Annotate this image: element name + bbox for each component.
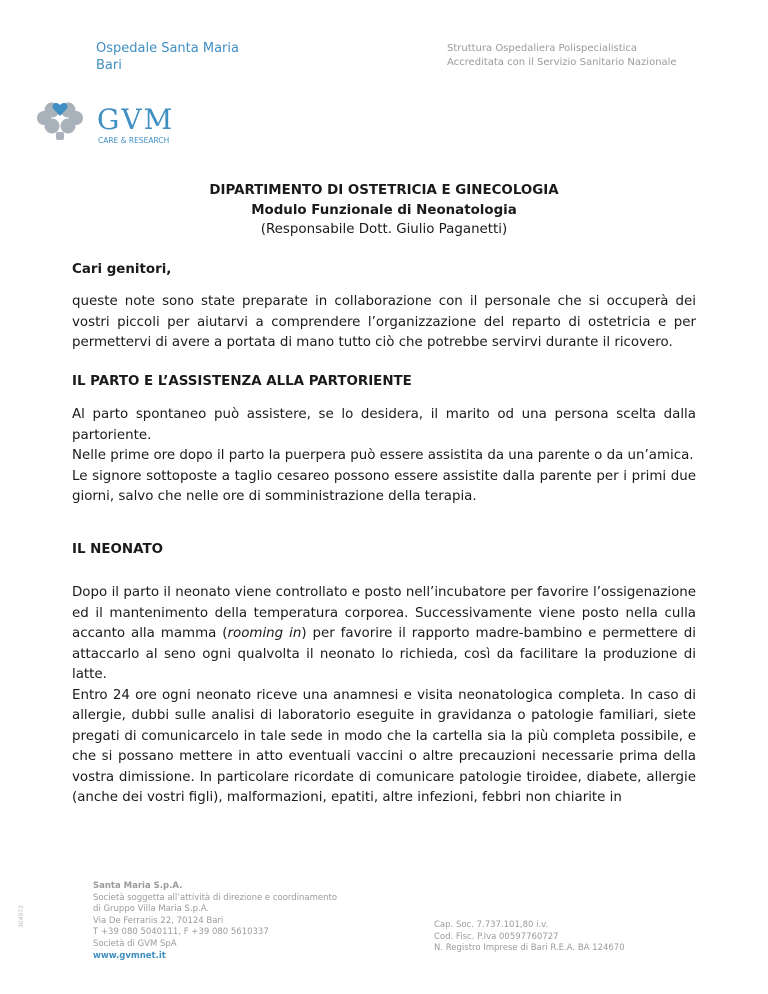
section2-p1-before: Dopo il parto il neonato viene controllato e posto nell’incubatore per favorire l’ossigenazione ed il mantenimento della temperatura corporea. Successivamente viene posto nella culla accanto alla mamma ( xyxy=(72,585,696,641)
document-code: 304972 xyxy=(18,905,25,928)
structure-line1: Struttura Ospedaliera Polispecialistica xyxy=(447,43,638,54)
footer-website-link[interactable]: www.gvmnet.it xyxy=(93,950,166,961)
document-heading xyxy=(0,181,768,240)
footer-company-info xyxy=(93,881,337,962)
section2-paragraph1 xyxy=(72,583,696,686)
module-title: Modulo Funzionale di Neonatologia xyxy=(251,202,517,218)
section2-p1-after: ) per favorire il rapporto madre-bambino e permettere di attaccarlo al seno ogni qualvolta il neonato lo richieda, così da facilitare la produzione di latte. xyxy=(72,626,696,682)
logo-tagline: CARE & RESEARCH xyxy=(98,136,170,145)
footer-company: Santa Maria S.p.A. xyxy=(93,881,183,891)
footer-legal-info xyxy=(434,920,625,955)
responsible-line: (Responsabile Dott. Giulio Paganetti) xyxy=(260,222,508,237)
section1-paragraph3: Le signore sottoposte a taglio cesareo possono essere assistite dalla parente per i primi due giorni, salvo che nelle ore di somministrazione della terapia. xyxy=(72,468,696,504)
section2-title: IL NEONATO xyxy=(72,542,163,557)
section1-title: IL PARTO E L’ASSISTENZA ALLA PARTORIENTE xyxy=(72,374,412,389)
structure-line2: Accreditata con il Servizio Sanitario Nazionale xyxy=(447,57,677,68)
department-title: DIPARTIMENTO DI OSTETRICIA E GINECOLOGIA xyxy=(209,183,559,198)
footer-capital: Cap. Soc. 7.737.101,80 i.v. xyxy=(434,920,549,930)
greeting: Cari genitori, xyxy=(72,262,172,277)
hospital-name-line1: Ospedale Santa Maria xyxy=(96,41,239,56)
section2-body xyxy=(72,583,696,809)
structure-info xyxy=(447,42,677,70)
heart-clover-icon xyxy=(37,103,83,141)
footer-line4: T +39 080 5040111, F +39 080 5610337 xyxy=(93,927,269,938)
hospital-name-line2: Bari xyxy=(96,58,122,73)
logo-wordmark: GVM xyxy=(97,103,175,136)
footer-registry: N. Registro Imprese di Bari R.E.A. BA 124670 xyxy=(434,943,625,954)
section1-paragraph2: Nelle prime ore dopo il parto la puerpera può essere assistita da una parente o da un’amica. xyxy=(72,448,694,463)
hospital-name xyxy=(96,40,239,74)
footer-fiscal-code: Cod. Fisc. P.Iva 00597760727 xyxy=(434,931,559,942)
section1-paragraph1: Al parto spontaneo può assistere, se lo desidera, il marito od una persona scelta dalla partoriente. xyxy=(72,407,696,443)
intro-paragraph: queste note sono state preparate in collaborazione con il personale che si occuperà dei vostri piccoli per aiutarvi a comprendere l’organizzazione del reparto di ostetricia e per permettervi di avere a portata di mano tutto ciò che potrebbe servirvi durante il ricovero. xyxy=(72,294,696,350)
footer-line1: Società soggetta all’attività di direzione e coordinamento xyxy=(93,892,338,903)
section2-paragraph2: Entro 24 ore ogni neonato riceve una anamnesi e visita neonatologica completa. In caso di allergie, dubbi sulle analisi di laboratorio eseguite in gravidanza o patologie familiari, siete pregati di comunicarcelo in tale sede in modo che la cartella sia la più completa possibile, e che si possano mettere in atto eventuali vaccini o altre precauzioni necessarie prima della vostra dimissione. In particolare ricordate di comunicare patologie tiroidee, diabete, allergie (anche dei vostri figli), malformazioni, epatiti, altre infezioni, febbri non chiarite in xyxy=(72,687,696,805)
section1-body xyxy=(72,405,696,508)
footer-line2: di Gruppo Villa Maria S.p.A. xyxy=(93,904,210,915)
gvm-logo xyxy=(36,96,196,152)
rooming-in-term: rooming in xyxy=(227,626,302,641)
footer-line3: Via De Ferrariis 22, 70124 Bari xyxy=(93,915,224,926)
footer-line5: Società di GVM SpA xyxy=(93,938,177,949)
